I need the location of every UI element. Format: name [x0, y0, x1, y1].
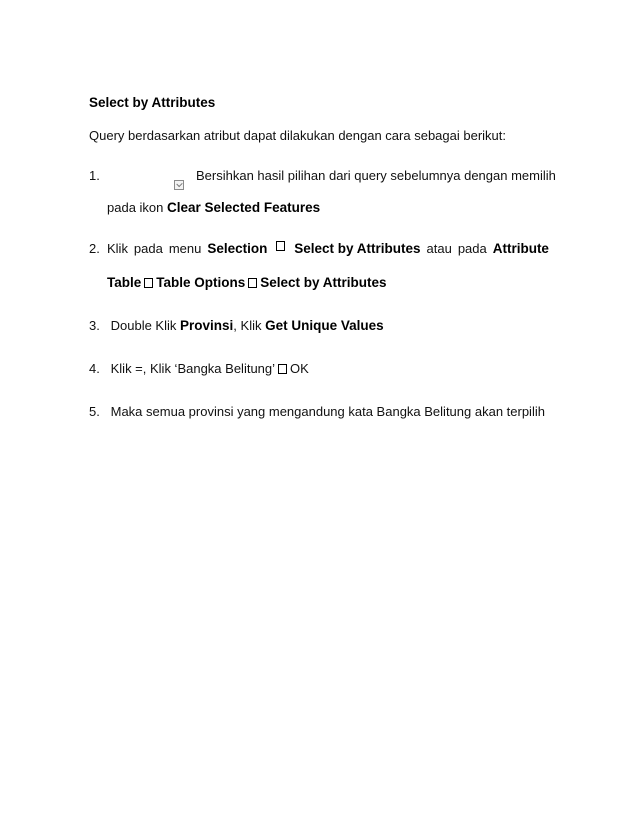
step-1-line2 [107, 200, 320, 215]
step-5-text: Maka semua provinsi yang mengandung kata Bangka Belitung akan terpilih [110, 404, 545, 419]
step-1-text: Bersihkan hasil pilihan dari query sebelumnya dengan memilih [196, 168, 556, 183]
step-3-prefix: Double Klik [110, 318, 177, 333]
word-klik: Klik [107, 241, 128, 256]
table-label: Table [107, 275, 142, 290]
arrow-box-icon [276, 241, 285, 251]
step-number: 2. [89, 241, 100, 256]
step-4 [89, 361, 309, 376]
step-1 [89, 168, 107, 183]
step-4-text: Klik =, Klik ‘Bangka Belitung’ [110, 361, 276, 376]
clear-selected-features-label: Clear Selected Features [167, 200, 321, 215]
step-2-line2 [107, 275, 387, 290]
word-atau: atau [426, 241, 452, 256]
step-number: 4. [89, 361, 100, 376]
step-3 [89, 318, 384, 333]
attribute-label: Attribute [492, 241, 549, 256]
word-pada: pada [133, 241, 163, 256]
step-5 [89, 404, 545, 419]
arrow-box-icon [144, 278, 153, 288]
arrow-box-icon [248, 278, 257, 288]
get-unique-values-label: Get Unique Values [265, 318, 384, 333]
select-by-attributes-label: Select by Attributes [294, 241, 421, 256]
word-menu: menu [168, 241, 202, 256]
section-heading: Select by Attributes [89, 95, 216, 110]
provinsi-label: Provinsi [180, 318, 234, 333]
select-by-attributes-label: Select by Attributes [260, 275, 387, 290]
table-options-label: Table Options [156, 275, 246, 290]
step-number: 3. [89, 318, 100, 333]
intro-paragraph: Query berdasarkan atribut dapat dilakukan dengan cara sebagai berikut: [89, 128, 506, 143]
step-3-middle: , Klik [233, 318, 262, 333]
arrow-box-icon [278, 364, 287, 374]
selection-label: Selection [207, 241, 268, 256]
word-pada: pada [457, 241, 487, 256]
step-number: 5. [89, 404, 100, 419]
step-1-prefix: pada ikon [107, 200, 164, 215]
step-2-line1 [89, 241, 549, 256]
step-number: 1. [89, 168, 100, 183]
clear-selection-icon [174, 180, 184, 190]
ok-label: OK [290, 361, 309, 376]
